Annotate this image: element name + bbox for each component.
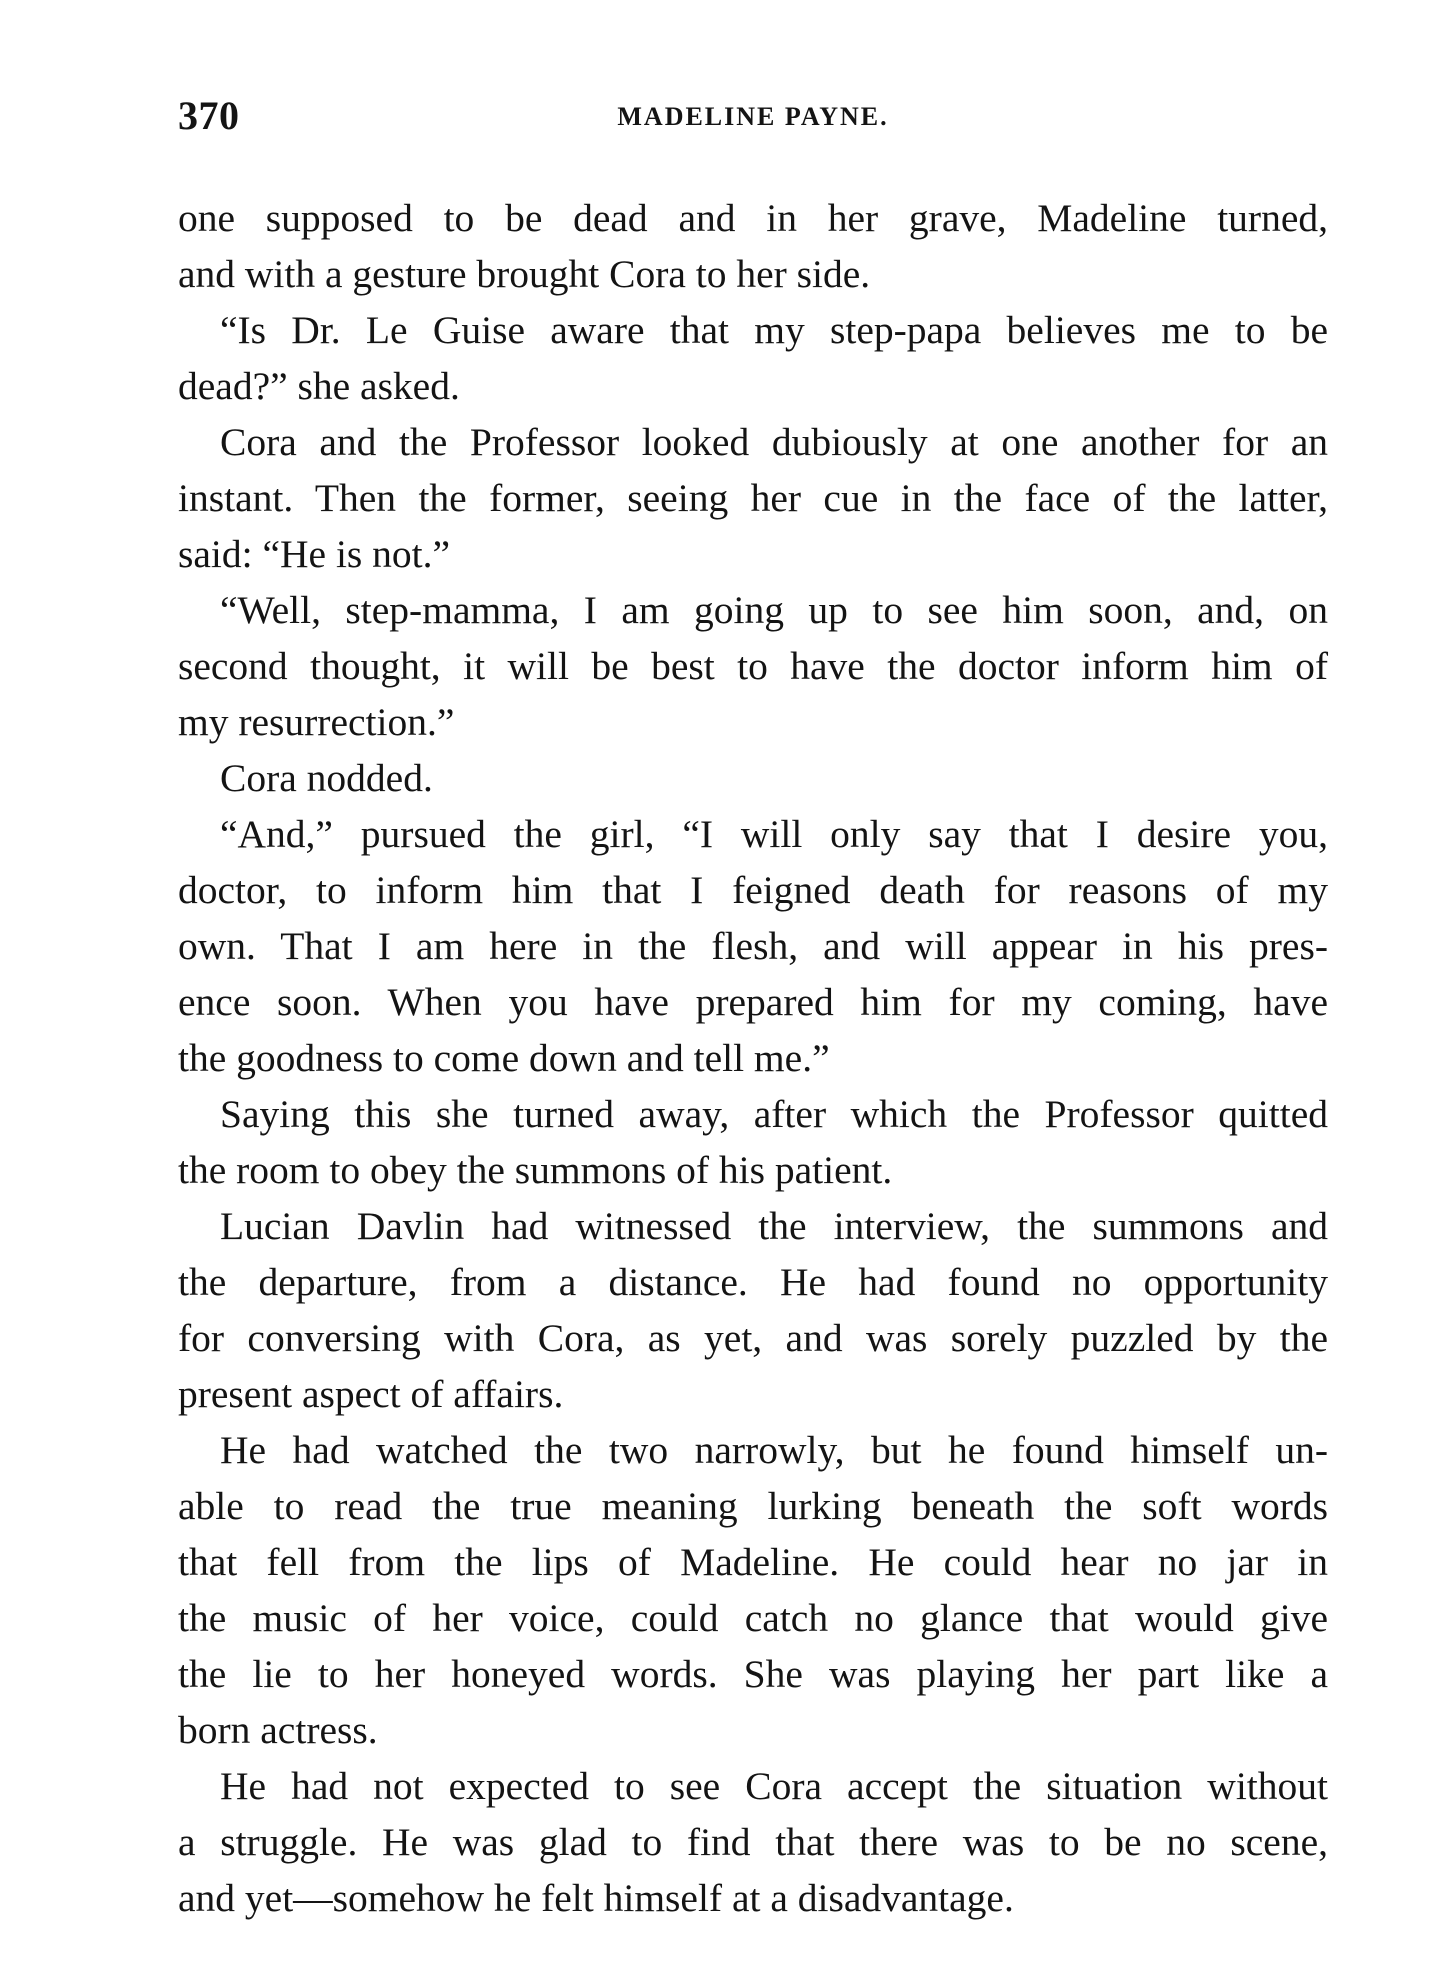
text-line: the music of her voice, could catch no glance that would give [178,1596,1328,1640]
text-line: He had not expected to see Cora accept the situation without [220,1764,1328,1808]
text-line: ence soon. When you have prepared him for my coming, have [178,980,1328,1024]
running-head: MADELINE PAYNE. [617,102,889,131]
text-line: Cora and the Professor looked dubiously at one another for an [220,420,1328,464]
paragraph [178,414,1328,582]
text-line: my resurrection.” [178,700,455,744]
paragraph [178,750,1328,806]
paragraph [178,302,1328,414]
paragraph [178,1086,1328,1198]
text-line: one supposed to be dead and in her grave, Madeline turned, [178,196,1328,240]
text-line: doctor, to inform him that I feigned death for reasons of my [178,868,1328,912]
text-line: the goodness to come down and tell me.” [178,1036,830,1080]
body-text [178,190,1328,1926]
text-line: “Is Dr. Le Guise aware that my step-papa believes me to be [220,308,1328,352]
text-line: “And,” pursued the girl, “I will only say that I desire you, [220,812,1328,856]
text-line: able to read the true meaning lurking beneath the soft words [178,1484,1328,1528]
paragraph [178,582,1328,750]
paragraph [178,1422,1328,1758]
paragraph [178,1758,1328,1926]
paragraph [178,1198,1328,1422]
text-line: present aspect of affairs. [178,1372,564,1416]
text-line: He had watched the two narrowly, but he found himself un- [220,1428,1328,1472]
paragraph [178,806,1328,1086]
text-line: the lie to her honeyed words. She was playing her part like a [178,1652,1328,1696]
text-line: second thought, it will be best to have the doctor inform him of [178,644,1328,688]
text-line: said: “He is not.” [178,532,451,576]
text-line: the room to obey the summons of his patient. [178,1148,893,1192]
text-line: Lucian Davlin had witnessed the interview, the summons and [220,1204,1328,1248]
text-line: instant. Then the former, seeing her cue in the face of the latter, [178,476,1328,520]
text-line: own. That I am here in the flesh, and will appear in his pres- [178,924,1328,968]
text-line: and yet—somehow he felt himself at a disadvantage. [178,1876,1014,1920]
page-number: 370 [178,93,240,138]
paragraph [178,190,1328,302]
text-line: Cora nodded. [220,756,433,800]
text-line: dead?” she asked. [178,364,460,408]
text-line: and with a gesture brought Cora to her side. [178,252,871,296]
text-line: a struggle. He was glad to find that there was to be no scene, [178,1820,1328,1864]
text-line: for conversing with Cora, as yet, and was sorely puzzled by the [178,1316,1328,1360]
text-line: Saying this she turned away, after which the Professor quitted [220,1092,1328,1136]
text-line: “Well, step-mamma, I am going up to see him soon, and, on [220,588,1328,632]
page-header [178,92,1328,152]
text-line: that fell from the lips of Madeline. He could hear no jar in [178,1540,1328,1584]
text-line: born actress. [178,1708,378,1752]
text-line: the departure, from a distance. He had found no opportunity [178,1260,1328,1304]
